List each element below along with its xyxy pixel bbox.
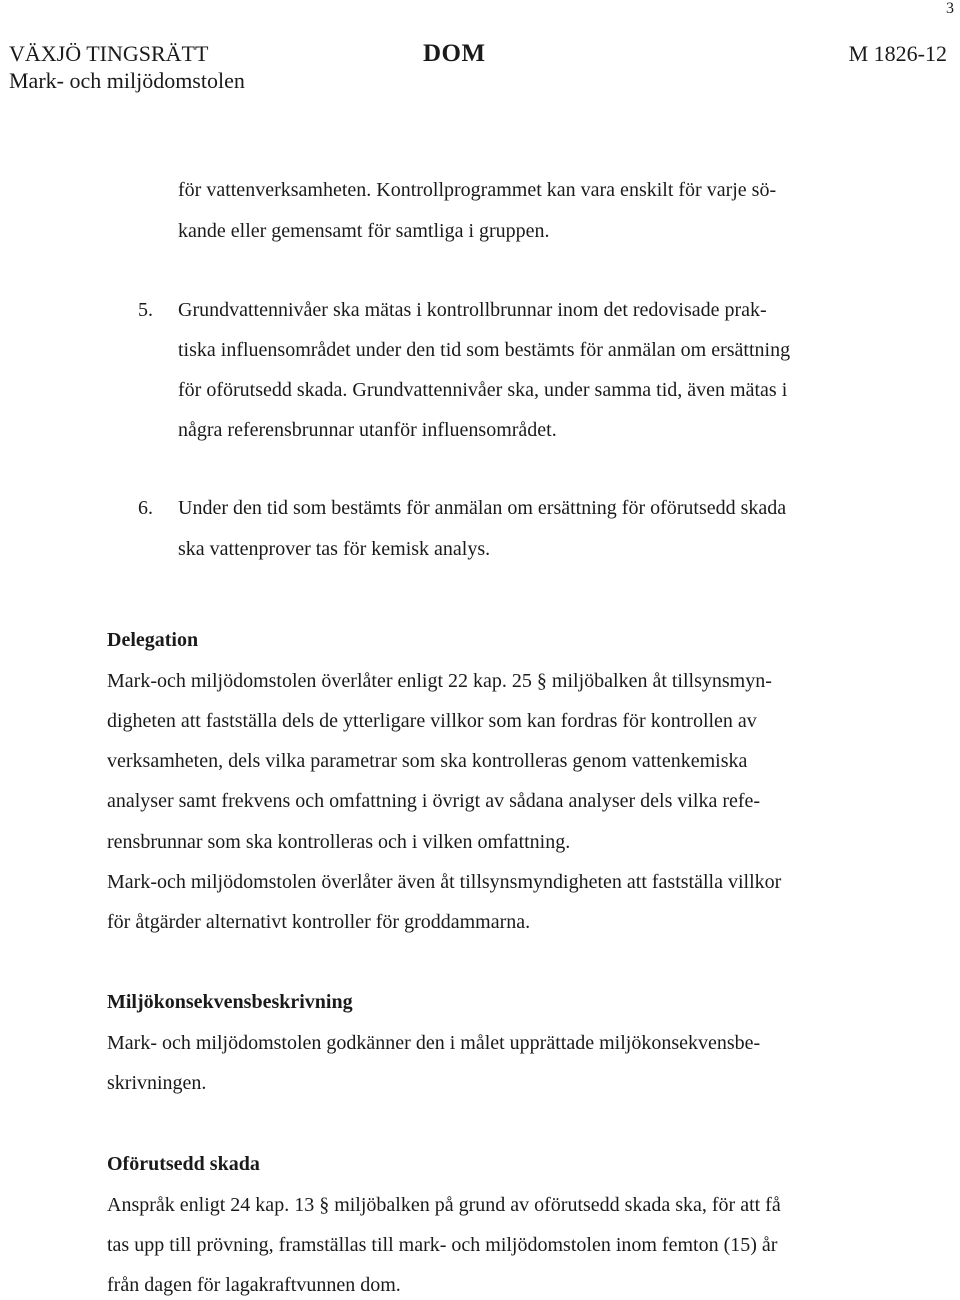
item5-line-1: Grundvattennivåer ska mätas i kontrollbrunnar inom det redovisade prak-: [178, 299, 767, 321]
item4-line-2: kande eller gemensamt för samtliga i gruppen.: [178, 220, 550, 242]
delegation-line-6: Mark-och miljödomstolen överlåter även åt tillsynsmyndigheten att fastställa villkor: [107, 871, 782, 893]
item6-line-2: ska vattenprover tas för kemisk analys.: [178, 538, 491, 560]
item5-line-3: för oförutsedd skada. Grundvattennivåer ska, under samma tid, även mätas i: [178, 379, 788, 401]
delegation-line-1: Mark-och miljödomstolen överlåter enligt 22 kap. 25 § miljöbalken åt tillsynsmyn-: [107, 670, 772, 692]
delegation-line-2: digheten att fastställa dels de ytterligare villkor som kan fordras för kontrollen av: [107, 710, 757, 732]
skada-line-3: från dagen för lagakraftvunnen dom.: [107, 1274, 401, 1296]
item5-line-4: några referensbrunnar utanför influensområdet.: [178, 419, 557, 441]
delegation-line-3: verksamheten, dels vilka parametrar som ska kontrolleras genom vattenkemiska: [107, 750, 748, 772]
page-number: 3: [946, 0, 954, 17]
item4-line-1: för vattenverksamheten. Kontrollprogrammet kan vara enskilt för varje sö-: [178, 179, 777, 201]
list-item-5: [138, 298, 767, 322]
skada-heading: Oförutsedd skada: [107, 1153, 260, 1175]
item6-line-1: Under den tid som bestämts för anmälan om ersättning för oförutsedd skada: [178, 497, 787, 519]
department-name: Mark- och miljödomstolen: [9, 68, 245, 93]
skada-line-1: Anspråk enligt 24 kap. 13 § miljöbalken på grund av oförutsedd skada ska, för att få: [107, 1194, 781, 1216]
mkb-line-2: skrivningen.: [107, 1072, 207, 1094]
delegation-line-4: analyser samt frekvens och omfattning i övrigt av sådana analyser dels vilka refe-: [107, 790, 761, 812]
delegation-line-5: rensbrunnar som ska kontrolleras och i vilken omfattning.: [107, 831, 571, 853]
delegation-heading: Delegation: [107, 629, 199, 651]
list-item-6: [138, 496, 786, 520]
case-number: M 1826-12: [848, 41, 947, 66]
delegation-line-7: för åtgärder alternativt kontroller för groddammarna.: [107, 911, 531, 933]
mkb-heading: Miljökonsekvensbeskrivning: [107, 991, 353, 1013]
skada-line-2: tas upp till prövning, framställas till mark- och miljödomstolen inom femton (15) år: [107, 1234, 778, 1256]
document-type: DOM: [423, 40, 486, 67]
court-name: VÄXJÖ TINGSRÄTT: [9, 41, 209, 66]
item5-line-2: tiska influensområdet under den tid som bestämts för anmälan om ersättning: [178, 339, 791, 361]
mkb-line-1: Mark- och miljödomstolen godkänner den i målet upprättade miljökonsekvensbe-: [107, 1032, 761, 1054]
item6-number: 6.: [138, 497, 153, 519]
item5-number: 5.: [138, 299, 153, 321]
